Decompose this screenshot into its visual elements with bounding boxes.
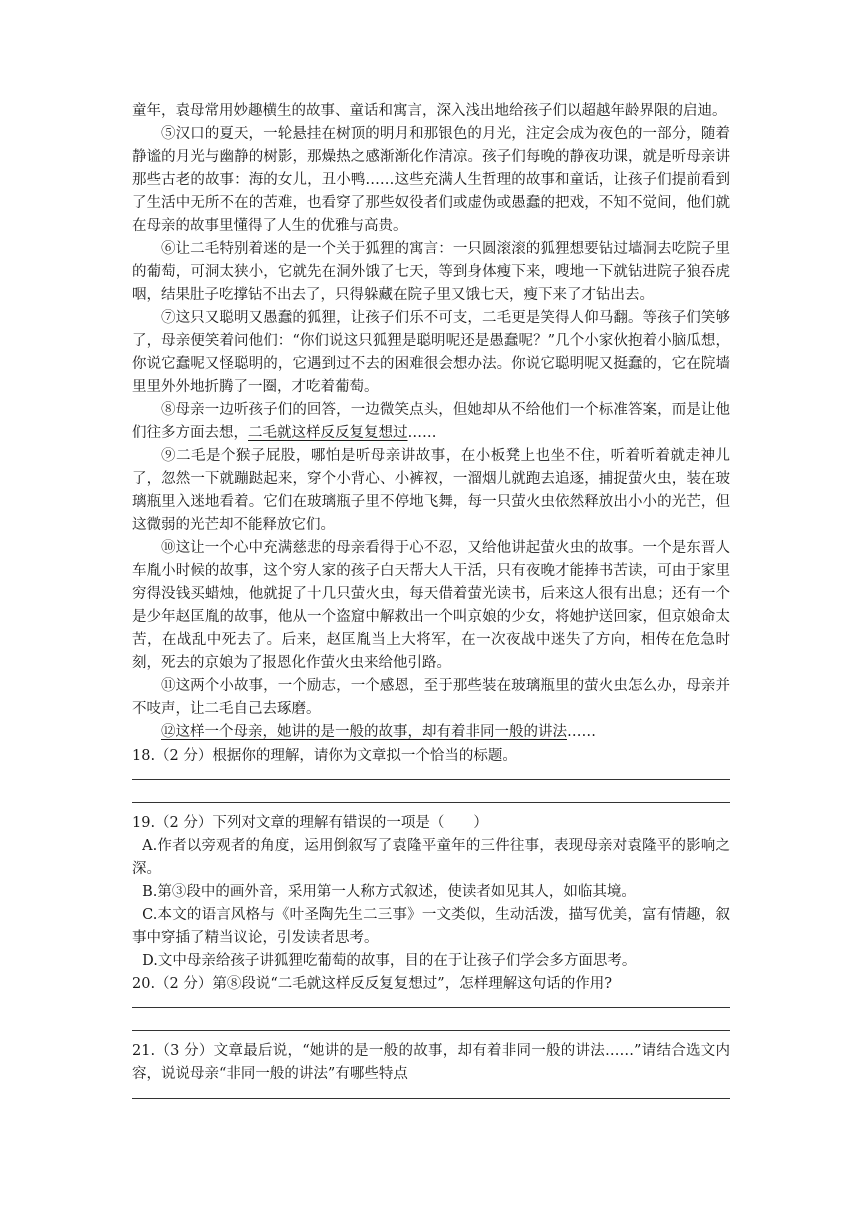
answer-line[interactable] <box>132 1007 730 1008</box>
answer-line[interactable] <box>132 1030 730 1031</box>
paragraph-5: ⑤汉口的夏天，一轮悬挂在树顶的明月和那银色的月光，注定会成为夜色的一部分，随着静谧的月光与幽静的树影，那燥热之感渐渐化作清凉。孩子们每晚的静夜功课，就是听母亲讲那些古老的故事：海的女儿，丑小鸭……这些充满人生哲理的故事和童话，让孩子们提前看到了生活中无所不在的苦难，也看穿了那些奴役者们或虚伪或愚蠢的把戏，不知不觉间，他们就在母亲的故事里懂得了人生的优雅与高贵。 <box>132 126 730 234</box>
paragraph-8-text: ⑧母亲一边听孩子们的回答，一边微笑点头，但她却从不给他们一个标准答案，而是让他们往多方面去想， <box>132 402 730 441</box>
option-c: C.本文的语言风格与《叶圣陶先生二三事》一文类似，生动活泼，描写优美，富有情趣，叙事中穿插了精当议论，引发读者思考。 <box>132 907 730 946</box>
paragraph-8 <box>132 399 730 445</box>
paragraph-10: ⑩这让一个心中充满慈悲的母亲看得于心不忍，又给他讲起萤火虫的故事。一个是东晋人车胤小时候的故事，这个穷人家的孩子白天帮大人干活，只有夜晚才能捧书苦读，可由于家里穷得没钱买蜡烛，他就捉了十几只萤火虫，每天借着萤光读书，后来这人很有出息；还有一个是少年赵匡胤的故事，他从一个盗窟中解救出一个叫京娘的少女，将她护送回家，但京娘命太苦，在战乱中死去了。后来，赵匡胤当上大将军，在一次夜战中迷失了方向，相传在危急时刻，死去的京娘为了报恩化作萤火虫来给他引路。 <box>132 540 730 671</box>
paragraph-11: ⑪这两个小故事，一个励志，一个感恩，至于那些装在玻璃瓶里的萤火虫怎么办，母亲并不吱声，让二毛自己去琢磨。 <box>132 678 730 717</box>
document-page <box>132 100 730 1099</box>
question-18: 18.（2 分）根据你的理解，请你为文章拟一个恰当的标题。 <box>132 748 517 764</box>
paragraph-6: ⑥让二毛特别着迷的是一个关于狐狸的寓言：一只圆滚滚的狐狸想要钻过墙洞去吃院子里的葡萄，可洞太狭小，它就先在洞外饿了七天，等到身体瘦下来，嗖地一下就钻进院子狼吞虎咽，结果肚子吃撑钻不出去了，只得躲藏在院子里又饿七天，瘦下来了才钻出去。 <box>132 241 730 303</box>
paragraph-12 <box>132 721 730 744</box>
paragraph-7: ⑦这只又聪明又愚蠢的狐狸，让孩子们乐不可支，二毛更是笑得人仰马翻。等孩子们笑够了，母亲便笑着问他们：“你们说这只狐狸是聪明呢还是愚蠢呢？”几个小家伙抱着小脑瓜想，你说它蠢呢又怪聪明的，它遇到过不去的困难很会想办法。你说它聪明呢又挺蠢的，它在院墙里里外外地折腾了一圈，才吃着葡萄。 <box>132 310 730 395</box>
underlined-sentence-final: ⑫这样一个母亲，她讲的是一般的故事，却有着非同一般的讲法 <box>161 724 567 740</box>
answer-line[interactable] <box>132 779 730 780</box>
question-20: 20.（2 分）第⑧段说“二毛就这样反反复复想过”，怎样理解这句话的作用? <box>132 976 612 992</box>
underlined-sentence: 二毛就这样反反复复想过 <box>248 425 408 441</box>
paragraph-9: ⑨二毛是个猴子屁股，哪怕是听母亲讲故事，在小板凳上也坐不住，听着听着就走神儿了，忽然一下就蹦跶起来，穿个小背心、小裤衩，一溜烟儿就跑去追逐，捕捉萤火虫，装在玻璃瓶里入迷地看着。它们在玻璃瓶子里不停地飞舞，每一只萤火虫依然释放出小小的光芒，但这微弱的光芒却不能释放它们。 <box>132 448 730 533</box>
paragraph-intro: 童年，袁母常用妙趣横生的故事、童话和寓言，深入浅出地给孩子们以超越年龄界限的启迪。 <box>132 103 727 119</box>
option-d: D.文中母亲给孩子讲狐狸吃葡萄的故事，目的在于让孩子们学会多方面思考。 <box>142 953 637 969</box>
question-21: 21.（3 分）文章最后说，“她讲的是一般的故事，却有着非同一般的讲法……”请结合选文内容，说说母亲“非同一般的讲法”有哪些特点 <box>132 1043 730 1082</box>
answer-line[interactable] <box>132 1098 730 1099</box>
option-a: A.作者以旁观者的角度，运用倒叙写了袁隆平童年的三件往事，表现母亲对袁隆平的影响之深。 <box>132 838 730 877</box>
option-b: B.第③段中的画外音，采用第一人称方式叙述，使读者如见其人，如临其境。 <box>142 884 636 900</box>
ellipsis: …… <box>407 425 437 441</box>
ellipsis: …… <box>567 724 596 740</box>
question-19: 19.（2 分）下列对文章的理解有错误的一项是（ ） <box>132 815 488 831</box>
answer-line[interactable] <box>132 802 730 803</box>
